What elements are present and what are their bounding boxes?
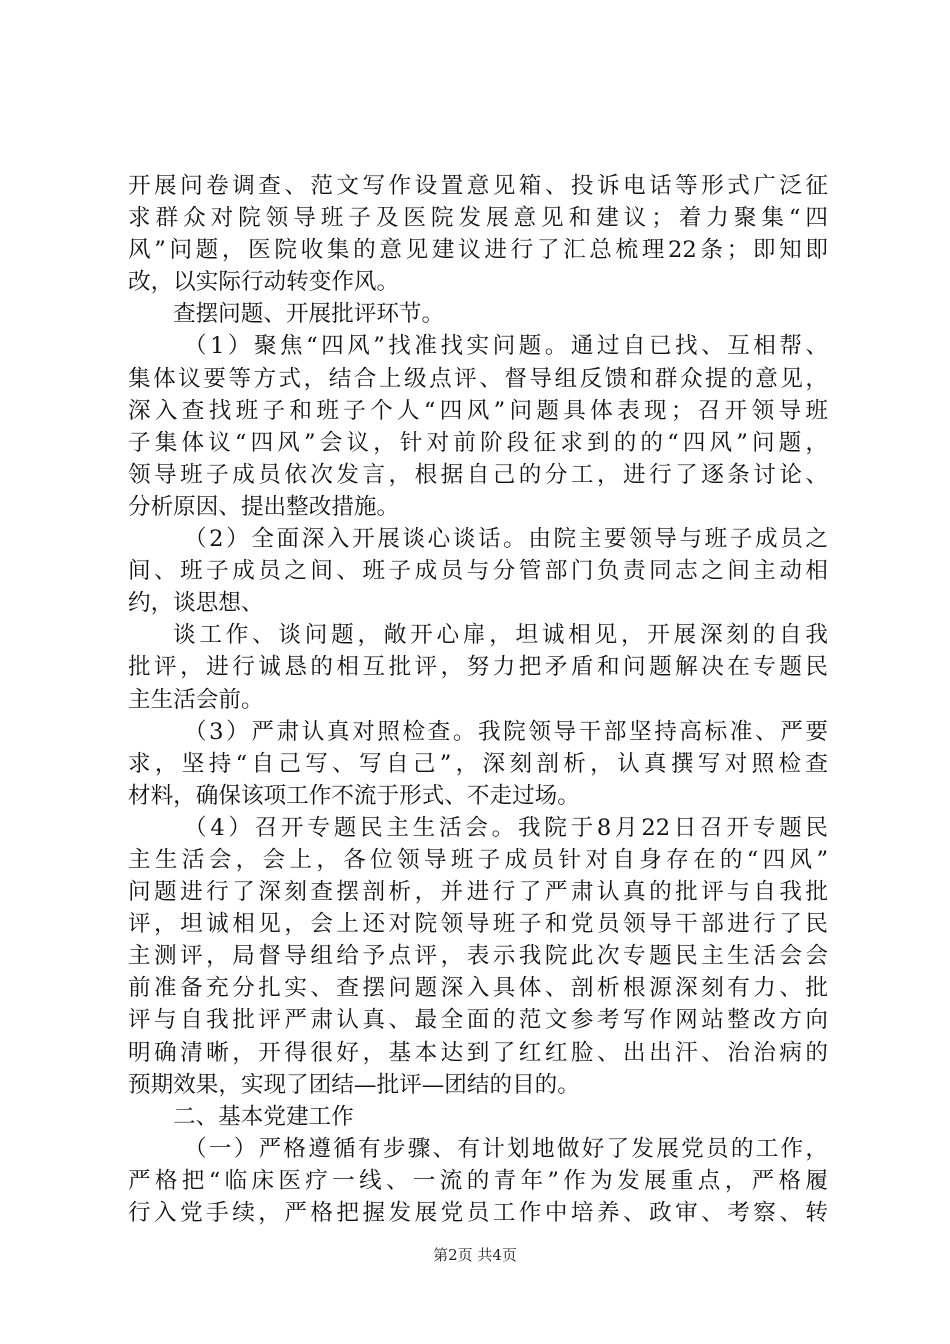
text-line: 评与自我批评严肃认真、最全面的范文参考写作网站整改方向 xyxy=(128,1007,828,1034)
text-line: 主生活会，会上，各位领导班子成员针对自身存在的“四风” xyxy=(128,846,828,873)
text-line: 深入查找班子和班子个人“四风”问题具体表现；召开领导班 xyxy=(128,397,828,424)
text-line: 评，坦诚相见，会上还对院领导班子和党员领导干部进行了民 xyxy=(128,911,828,938)
text-line: 材料，确保该项工作不流于形式、不走过场。 xyxy=(128,782,580,809)
text-line: 前准备充分扎实、查摆问题深入具体、剖析根源深刻有力、批 xyxy=(128,975,828,1002)
text-line: 子集体议“四风”会议，针对前阶段征求到的的“四风”问题， xyxy=(128,429,828,456)
text-line: （2）全面深入开展谈心谈话。由院主要领导与班子成员之 xyxy=(184,526,828,553)
text-line: （4）召开专题民主生活会。我院于8月22日召开专题民 xyxy=(184,814,828,841)
text-line: 求，坚持“自己写、写自己”，深刻剖析，认真撰写对照检查 xyxy=(128,750,828,777)
text-line: 行入党手续，严格把握发展党员工作中培养、政审、考察、转 xyxy=(128,1200,828,1226)
text-line: 主生活会前。 xyxy=(128,686,264,713)
text-line: 求群众对院领导班子及医院发展意见和建议；着力聚集“四 xyxy=(128,205,828,232)
section-heading: 查摆问题、开展批评环节。 xyxy=(173,301,445,328)
text-line: 明确清晰，开得很好，基本达到了红红脸、出出汗、治治病的 xyxy=(128,1039,828,1066)
text-line: 集体议要等方式，结合上级点评、督导组反馈和群众提的意见， xyxy=(128,365,828,392)
text-line: 分析原因、提出整改措施。 xyxy=(128,493,400,520)
text-line: 严格把“临床医疗一线、一流的青年”作为发展重点，严格履 xyxy=(128,1167,828,1194)
section-heading: 二、基本党建工作 xyxy=(173,1103,354,1130)
text-line: 改，以实际行动转变作风。 xyxy=(128,269,400,296)
text-line: 开展问卷调查、范文写作设置意见箱、投诉电话等形式广泛征 xyxy=(128,173,828,199)
text-line: 谈工作、谈问题，敞开心扉，坦诚相见，开展深刻的自我 xyxy=(173,622,828,649)
text-line: （3）严肃认真对照检查。我院领导干部坚持高标准、严要 xyxy=(184,718,828,745)
page-footer: 第2页 共4页 xyxy=(433,1246,517,1264)
text-line: 批评，进行诚恳的相互批评，努力把矛盾和问题解决在专题民 xyxy=(128,654,828,681)
text-line: 风”问题，医院收集的意见建议进行了汇总梳理22条；即知即 xyxy=(128,237,828,264)
text-line: 间、班子成员之间、班子成员与分管部门负责同志之间主动相 xyxy=(128,558,828,585)
text-line: 领导班子成员依次发言，根据自己的分工，进行了逐条讨论、 xyxy=(128,461,828,488)
text-line: 主测评，局督导组给予点评，表示我院此次专题民主生活会会 xyxy=(128,943,828,970)
text-line: （一）严格遵循有步骤、有计划地做好了发展党员的工作， xyxy=(184,1135,828,1162)
text-line: （1）聚焦“四风”找准找实问题。通过自已找、互相帮、 xyxy=(184,333,828,360)
document-body xyxy=(128,170,828,1229)
text-line: 预期效果，实现了团结—批评—团结的目的。 xyxy=(128,1071,580,1098)
text-line: 约，谈思想、 xyxy=(128,590,264,617)
text-line: 问题进行了深刻查摆剖析，并进行了严肃认真的批评与自我批 xyxy=(128,879,828,906)
